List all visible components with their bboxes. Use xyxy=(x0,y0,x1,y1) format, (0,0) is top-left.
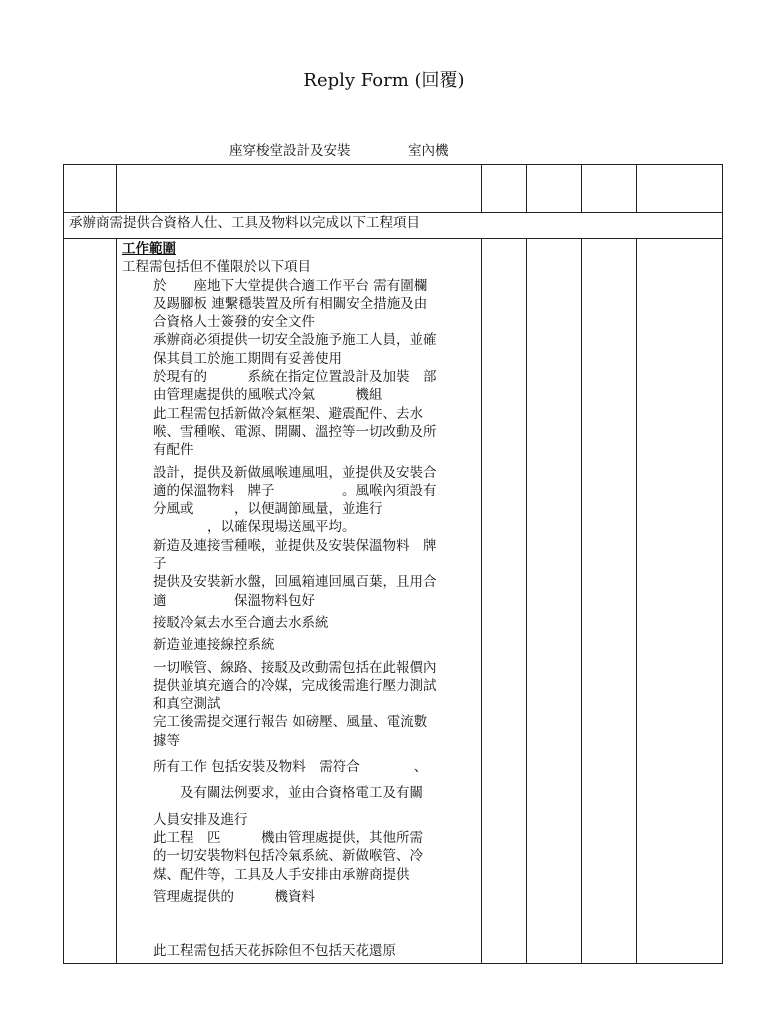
scope-line: 新造及連接雪種喉，並提供及安裝保溫物料 牌 xyxy=(153,537,437,554)
scope-line: 接駁冷氣去水至合適去水系統 xyxy=(153,614,329,631)
scope-line: 此工程需包括天花拆除但不包括天花還原 xyxy=(153,943,396,960)
scope-line: 新造並連接線控系統 xyxy=(153,637,275,654)
scope-line: 煤、配件等，工具及人手安排由承辦商提供 xyxy=(153,866,410,883)
scope-line: 適的保溫物料 牌子 。風喉內須設有 xyxy=(153,482,437,499)
scope-line: 此工程需包括新做冷氣框架、避震配件、去水 xyxy=(153,405,423,422)
scope-line: 此工程 匹 機由管理處提供，其他所需 xyxy=(153,829,423,846)
scope-intro: 工程需包括但不僅限於以下項目 xyxy=(122,259,311,276)
subtitle-project: 座穿梭堂設計及安裝 xyxy=(229,143,351,159)
scope-cell xyxy=(122,240,482,960)
scope-line: 於現有的 系統在指定位置設計及加裝 部 xyxy=(153,369,437,386)
scope-line: 的一切安裝物料包括冷氣系統、新做喉管、冷 xyxy=(153,848,423,865)
scope-line: 人員安排及進行 xyxy=(153,811,248,828)
subtitle-unit: 室內機 xyxy=(408,143,449,159)
scope-line: 完工後需提交運行報告 如磅壓、風量、電流數 xyxy=(153,714,428,731)
requirement-row-text: 承辦商需提供合資格人仕、工具及物料以完成以下工程項目 xyxy=(69,215,420,231)
scope-line: 據等 xyxy=(153,732,180,749)
scope-line: 提供及安裝新水盤，回風箱連回風百葉，且用合 xyxy=(153,574,437,591)
scope-heading: 工作範圍 xyxy=(122,241,176,257)
scope-line: 子 xyxy=(153,556,167,573)
scope-line: 保其員工於施工期間有妥善使用 xyxy=(153,350,342,367)
scope-line: 承辦商必須提供一切安全設施予施工人員，並確 xyxy=(153,332,437,349)
scope-line: 及有關法例要求，並由合資格電工及有關 xyxy=(153,785,423,802)
scope-line: 所有工作 包括安裝及物料 需符合 、 xyxy=(153,759,428,776)
scope-line: 於 座地下大堂提供合適工作平台 需有圍欄 xyxy=(153,277,428,294)
scope-line: 提供並填充適合的冷媒，完成後需進行壓力測試 xyxy=(153,677,437,694)
scope-line: 管理處提供的 機資料 xyxy=(153,888,315,905)
scope-line: 和真空測試 xyxy=(153,696,221,713)
scope-line: 設計，提供及新做風喉連風咀，並提供及安裝合 xyxy=(153,464,437,481)
form-title: Reply Form (回覆) xyxy=(303,70,465,91)
scope-line: 由管理處提供的風喉式冷氣 機組 xyxy=(153,387,383,404)
scope-line: 分風或 ，以便調節風量，並進行 xyxy=(153,501,383,518)
scope-line: 及踢腳板 連繫穩裝置及所有相關安全措施及由 xyxy=(153,295,428,312)
scope-line: 一切喉管、線路、接駁及改動需包括在此報價內 xyxy=(153,659,437,676)
scope-line: 喉、雪種喉、電源、開關、溫控等一切改動及所 xyxy=(153,423,437,440)
scope-line: 合資格人士簽發的安全文件 xyxy=(153,314,315,331)
scope-line: 有配件 xyxy=(153,442,194,459)
scope-line: ，以確保現場送風平均。 xyxy=(153,519,356,536)
scope-line: 適 保溫物料包好 xyxy=(153,592,315,609)
